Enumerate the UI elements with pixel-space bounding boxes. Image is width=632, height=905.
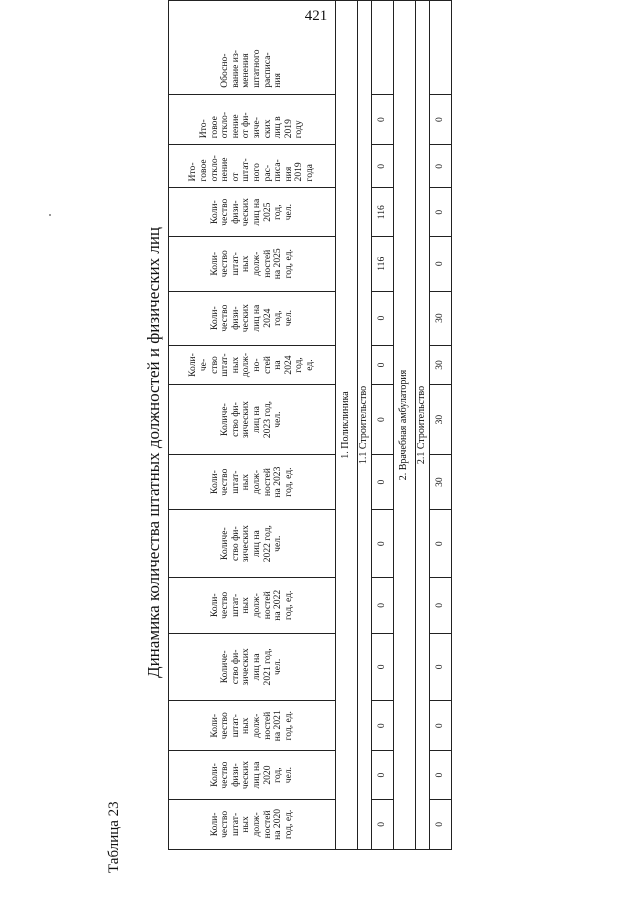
table-cell: 0 <box>430 145 452 188</box>
header-cell: Количе- ство фи- зических лиц на 2022 год, чел. <box>169 510 336 577</box>
table-cell: 0 <box>430 236 452 291</box>
header-cell: Коли- че- ство штат- ных долж- но- стей на 2024 год, ед. <box>169 345 336 385</box>
table-cell: 0 <box>430 188 452 236</box>
subsection-row <box>416 1 430 850</box>
table-label: Таблица 23 <box>106 801 122 873</box>
header-cell: Коли- чество штат- ных долж- ностей на 2021 год, ед. <box>169 701 336 751</box>
section-row <box>394 1 416 850</box>
section-title: 2. Врачебная амбулатория <box>394 1 416 850</box>
table-cell: 0 <box>430 799 452 849</box>
table-cell: 0 <box>372 577 394 633</box>
staffing-table <box>168 0 452 850</box>
table-cell: 0 <box>372 454 394 510</box>
header-cell: Коли- чество штат- ных долж- ностей на 2025 год, ед. <box>169 236 336 291</box>
header-cell: Коли- чество физи- ческих лиц на 2024 год, чел. <box>169 291 336 345</box>
header-cell: Обосно- вание из- менения штатного расписа- ния <box>169 1 336 95</box>
table-cell: 0 <box>372 291 394 345</box>
table-cell <box>430 1 452 95</box>
table-cell: 30 <box>430 291 452 345</box>
table-cell: 116 <box>372 188 394 236</box>
table-cell: 0 <box>430 577 452 633</box>
table-cell <box>372 1 394 95</box>
header-row <box>169 1 336 850</box>
table-cell: 116 <box>372 236 394 291</box>
header-cell: Коли- чество физи- ческих лиц на 2020 год, чел. <box>169 751 336 799</box>
table-cell: 0 <box>372 345 394 385</box>
table-cell: 0 <box>430 701 452 751</box>
page-number: 421 <box>304 8 328 24</box>
table-cell: 0 <box>430 510 452 577</box>
header-cell: Коли- чество физи- ческих лиц на 2025 год, чел. <box>169 188 336 236</box>
header-cell: Ито- говое откло- нение от штат- ного рас- писа- ния 2019 года <box>169 145 336 188</box>
header-cell: Коли- чество штат- ных долж- ностей на 2020 год, ед. <box>169 799 336 849</box>
table-cell: 0 <box>372 751 394 799</box>
section-title: 1. Поликлиника <box>336 1 358 850</box>
table-cell: 0 <box>372 701 394 751</box>
subsection-row <box>358 1 372 850</box>
table-row <box>372 1 394 850</box>
table-cell: 0 <box>372 385 394 454</box>
header-cell: Коли- чество штат- ных долж- ностей на 2022 год, ед. <box>169 577 336 633</box>
table-cell: 30 <box>430 345 452 385</box>
table-cell: 30 <box>430 454 452 510</box>
table-cell: 0 <box>430 94 452 145</box>
table-title: Динамика количества штатных должностей и физических лиц <box>144 226 163 679</box>
header-cell: Количе- ство фи- зических лиц на 2023 год, чел. <box>169 385 336 454</box>
table-cell: 30 <box>430 385 452 454</box>
table-cell: 0 <box>430 751 452 799</box>
table-cell: 0 <box>430 633 452 700</box>
table-cell: 0 <box>372 510 394 577</box>
table-cell: 0 <box>372 799 394 849</box>
header-cell: Ито- говое откло- нение от фи- зиче- ских лиц в 2019 году <box>169 94 336 145</box>
subsection-title: 1.1 Строительство <box>358 1 372 850</box>
table-row <box>430 1 452 850</box>
table-cell: 0 <box>372 145 394 188</box>
header-cell: Коли- чество штат- ных долж- ностей на 2023 год, ед. <box>169 454 336 510</box>
table-cell: 0 <box>372 94 394 145</box>
table-cell: 0 <box>372 633 394 700</box>
header-cell: Количе- ство фи- зических лиц на 2021 год, чел. <box>169 633 336 700</box>
subsection-title: 2.1 Строительство <box>416 1 430 850</box>
section-row <box>336 1 358 850</box>
